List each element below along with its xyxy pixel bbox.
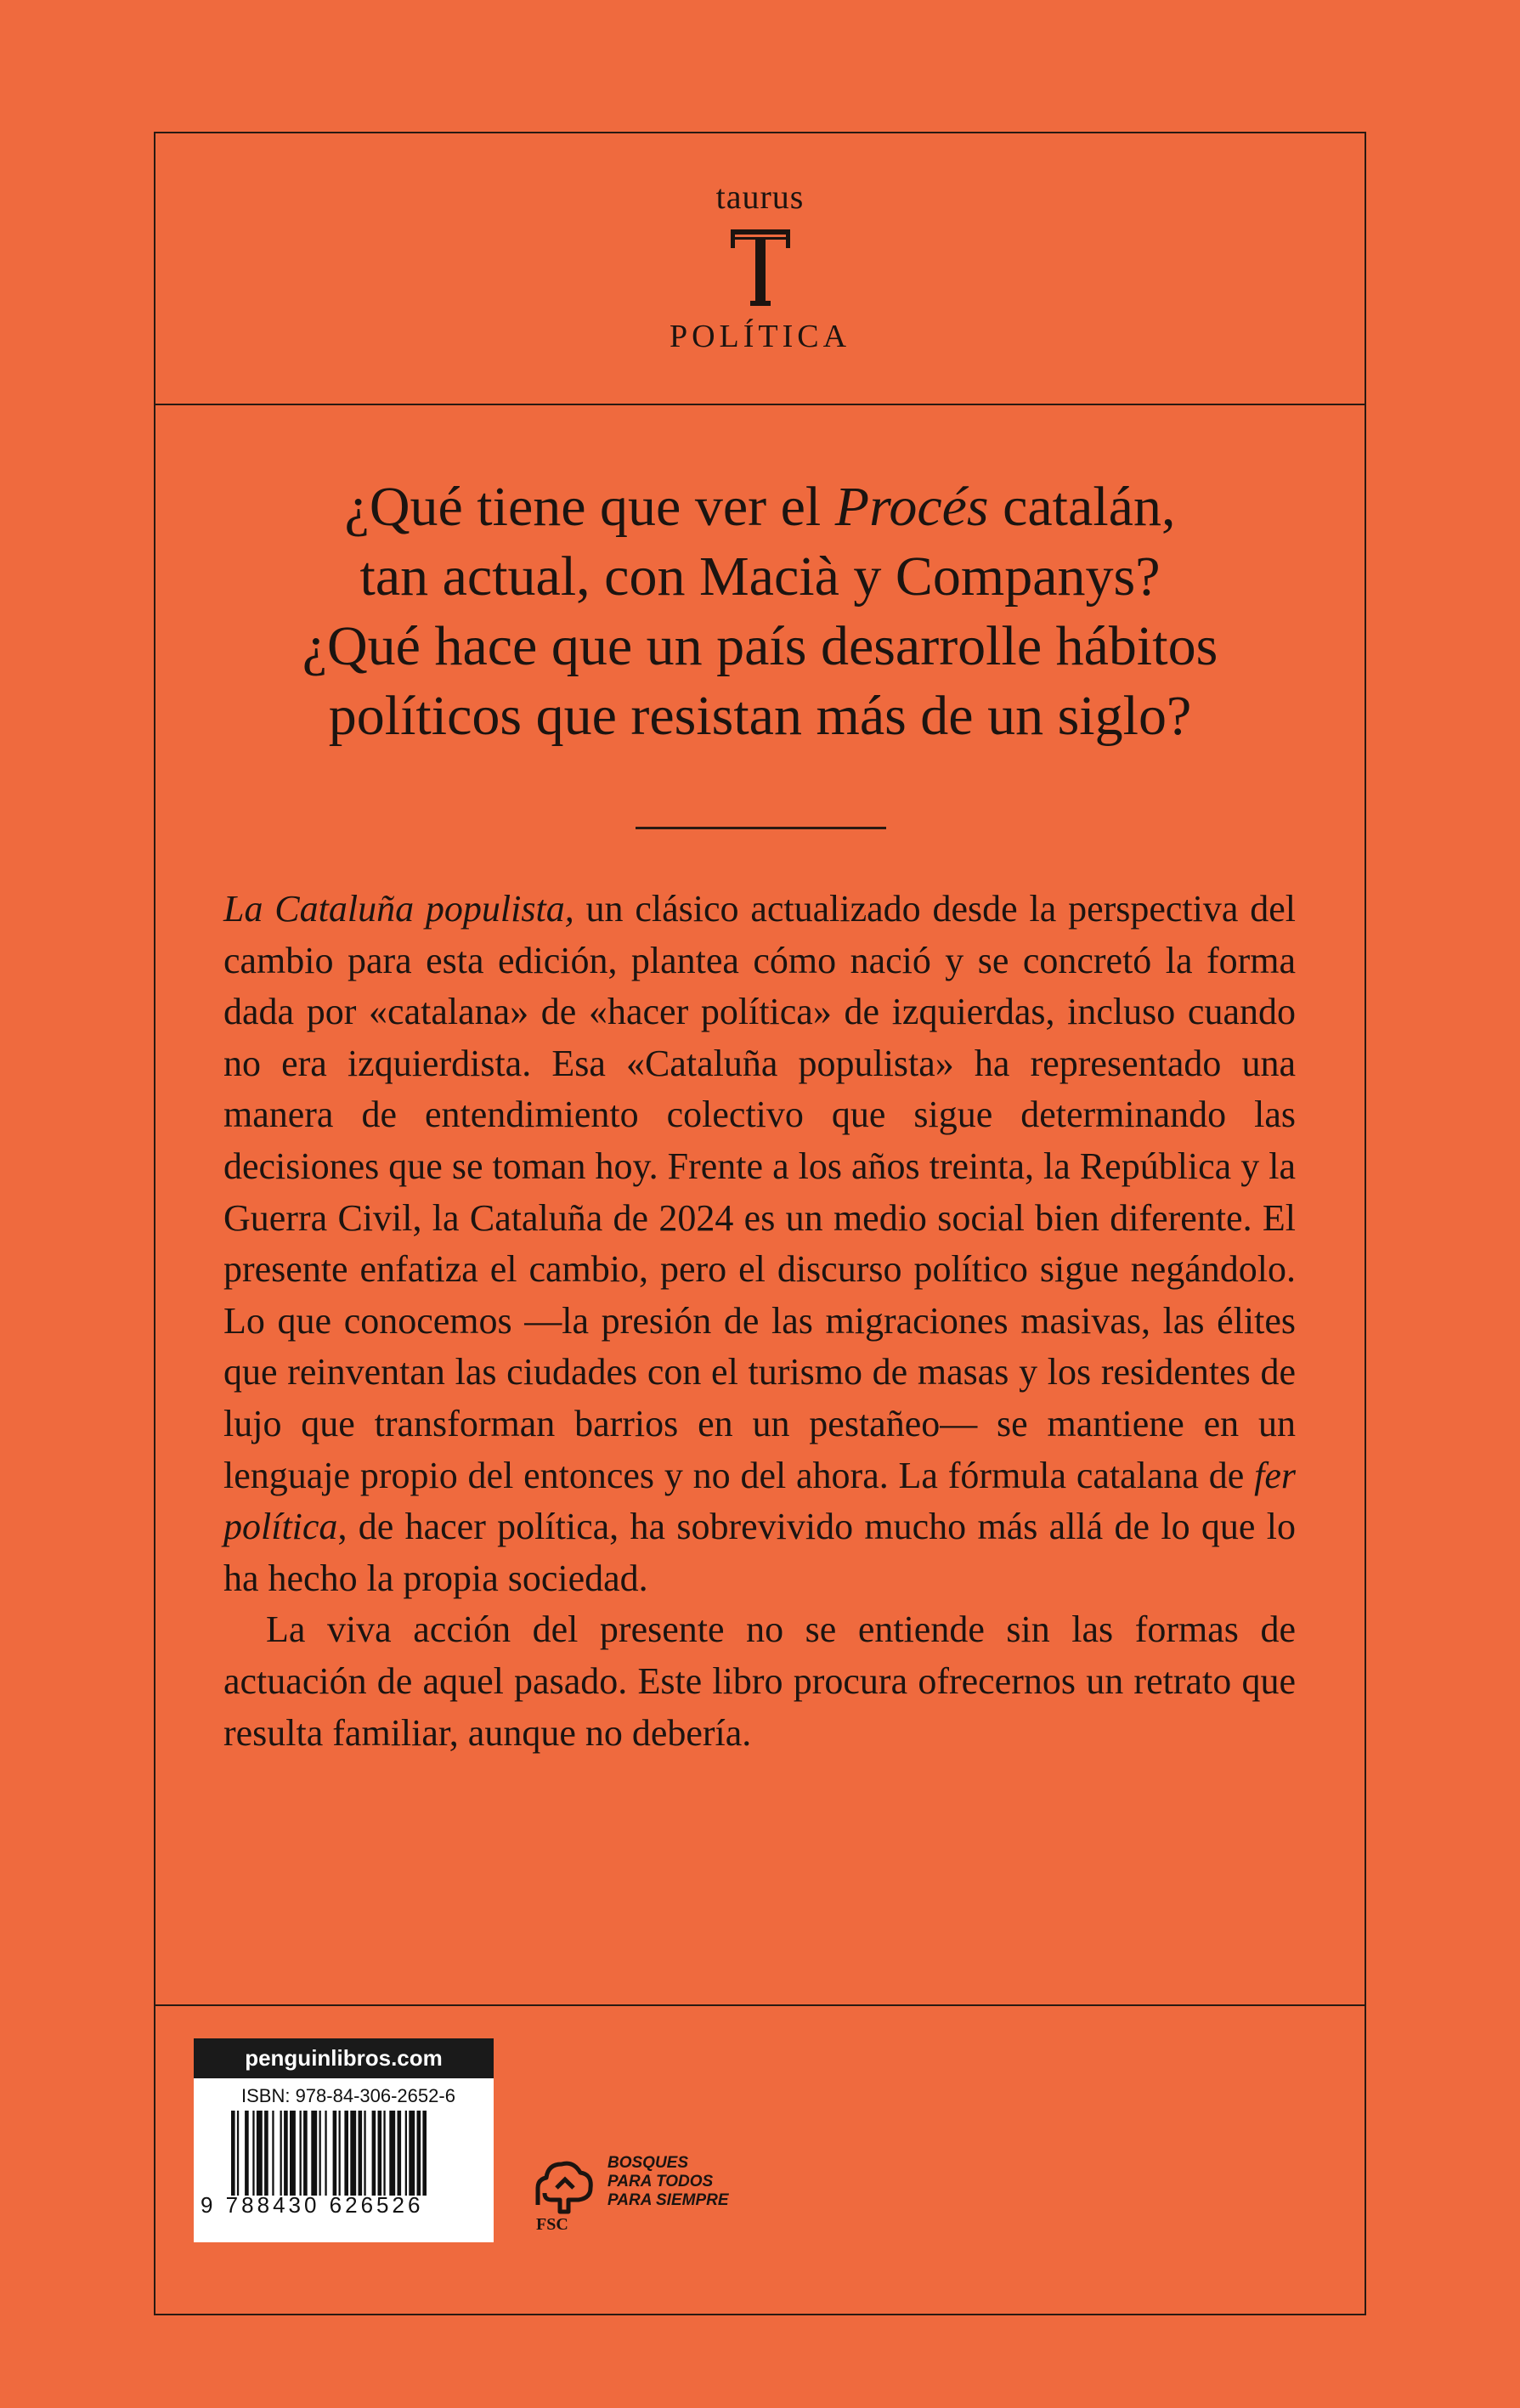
ean-digits: 9 788430 626526 bbox=[201, 2192, 424, 2218]
barcode-panel bbox=[194, 2038, 494, 2242]
divider-bottom bbox=[154, 2004, 1366, 2006]
fsc-slogan-line: PARA TODOS bbox=[607, 2173, 714, 2190]
hook-text: catalán, bbox=[988, 476, 1176, 538]
hook-italic: Procés bbox=[834, 476, 989, 538]
hook-line: tan actual, con Macià y Companys? bbox=[359, 545, 1161, 608]
publisher-block bbox=[0, 180, 1520, 355]
blurb bbox=[223, 884, 1296, 1759]
barcode-icon bbox=[231, 2111, 469, 2196]
fsc-tree-icon bbox=[531, 2154, 599, 2215]
hook-line: políticos que resistan más de un siglo? bbox=[328, 685, 1192, 747]
book-title-italic: La Cataluña populista, bbox=[223, 888, 574, 930]
blurb-text: , de hacer política, ha sobrevivido mucho más allá de lo que lo ha hecho la propia sociedad. bbox=[223, 1506, 1296, 1599]
fsc-label: FSC bbox=[536, 2215, 568, 2234]
blurb-paragraph bbox=[223, 884, 1296, 1604]
isbn-number: ISBN: 978-84-306-2652-6 bbox=[241, 2085, 455, 2106]
fsc-slogan-line: BOSQUES bbox=[607, 2154, 689, 2172]
blurb-paragraph: La viva acción del presente no se entiende sin las formas de actuación de aquel pasado. Este libro procura ofrecernos un retrato que resulta familiar, aunque no debería. bbox=[223, 1608, 1296, 1754]
series-name: POLÍTICA bbox=[669, 319, 851, 354]
fsc-slogan-line: PARA SIEMPRE bbox=[607, 2191, 729, 2209]
hook-questions bbox=[255, 472, 1265, 751]
blurb-text: un clásico actualizado desde la perspectiva del cambio para esta edición, plantea cómo nació y se concretó la forma dada por «catalana» de «hacer política» de izquierdas, incluso cuando no era izquierdista. Esa «Cataluña populista» ha representado una manera de entendimiento colectivo que sigue determinando las decisiones que se toman hoy. Frente a los años treinta, la República y la Guerra Civil, la Cataluña de 2024 es un medio social bien diferente. El presente enfatiza el cambio, pero el discurso político sigue negándolo. Lo que conocemos —la presión de las migraciones masivas, las élites que reinventan las ciudades con el turismo de masas y los residentes de lujo que transforman barrios en un pestañeo— se mantiene en un lenguaje propio del entonces y no del ahora. La fórmula catalana de bbox=[223, 888, 1296, 1496]
fsc-badge bbox=[531, 2154, 769, 2239]
divider-top bbox=[154, 404, 1366, 405]
separator-rule bbox=[636, 827, 886, 829]
fsc-slogan bbox=[607, 2154, 729, 2210]
website-label: penguinlibros.com bbox=[194, 2038, 494, 2078]
hook-line: ¿Qué hace que un país desarrolle hábitos bbox=[302, 615, 1218, 677]
taurus-t-logo-icon bbox=[731, 229, 790, 306]
hook-text: ¿Qué tiene que ver el bbox=[344, 476, 835, 538]
publisher-name: taurus bbox=[715, 178, 805, 216]
fer-politica-italic: fer política bbox=[223, 1454, 1296, 1548]
hook-line bbox=[255, 472, 1265, 542]
